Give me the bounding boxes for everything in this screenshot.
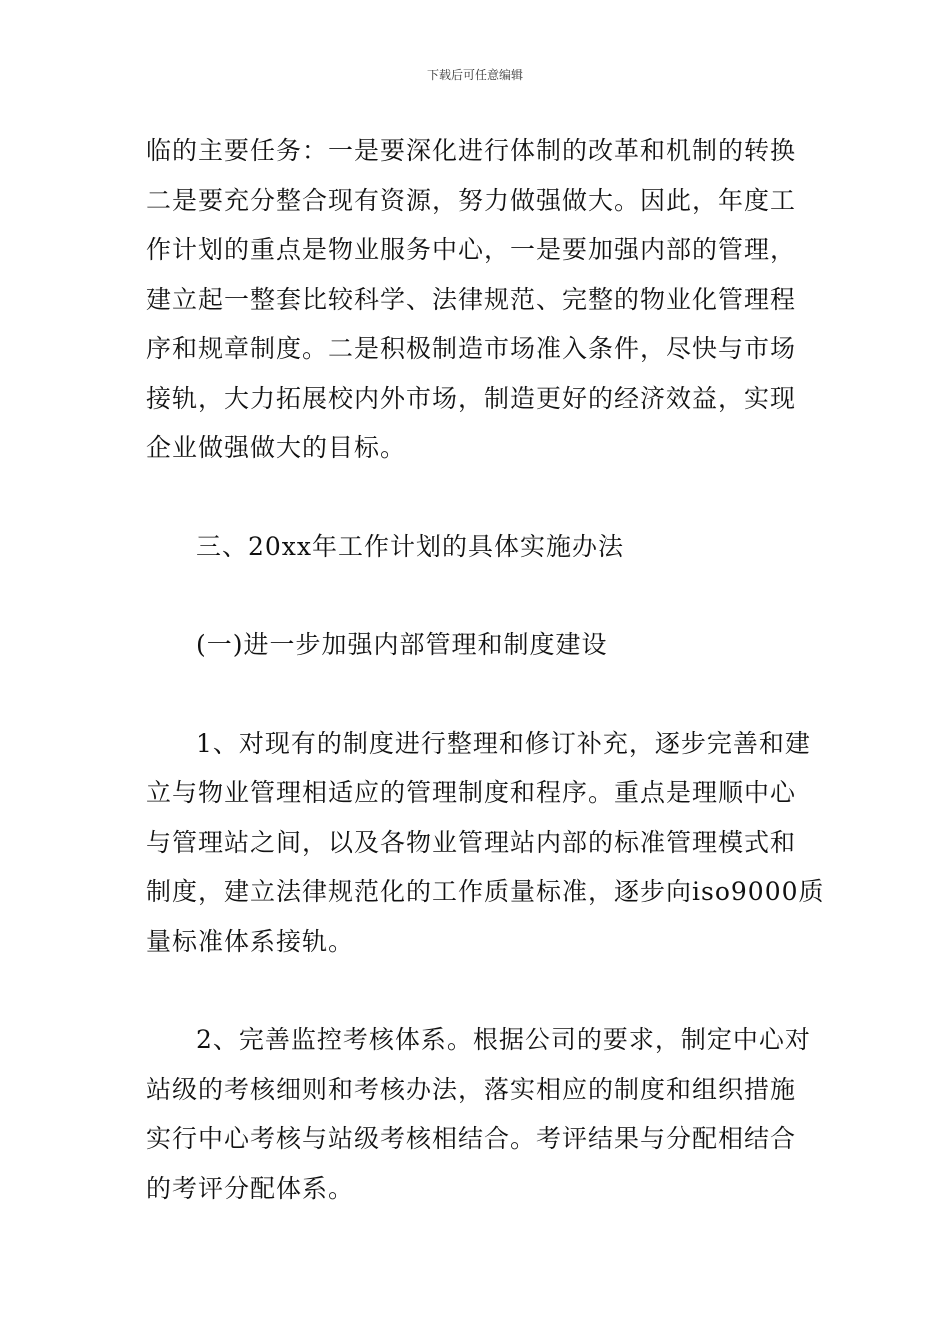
- text-line: 临的主要任务：一是要深化进行体制的改革和机制的转换: [146, 136, 797, 165]
- text-line: 企业做强做大的目标。: [146, 433, 407, 462]
- text-line: 建立起一整套比较科学、法律规范、完整的物业化管理程: [146, 284, 797, 314]
- text-line: 2、完善监控考核体系。根据公司的要求，制定中心对: [196, 1025, 811, 1054]
- text-line: 序和规章制度。二是积极制造市场准入条件，尽快与市场: [146, 334, 797, 363]
- section-heading: 三、20xx年工作计划的具体实施办法: [196, 531, 625, 561]
- paragraph-item-2: [146, 1015, 811, 1213]
- text-line: 实行中心考核与站级考核相结合。考评结果与分配相结合: [146, 1124, 797, 1153]
- text-line: 作计划的重点是物业服务中心，一是要加强内部的管理，: [146, 235, 797, 264]
- text-line: 制度，建立法律规范化的工作质量标准，逐步向iso9000质: [146, 877, 825, 906]
- text-line: 接轨，大力拓展校内外市场，制造更好的经济效益，实现: [146, 383, 797, 413]
- text-line: 与管理站之间，以及各物业管理站内部的标准管理模式和: [146, 827, 797, 857]
- text-line: 量标准体系接轨。: [146, 926, 355, 956]
- document-body: [146, 126, 825, 1213]
- text-line: 立与物业管理相适应的管理制度和程序。重点是理顺中心: [146, 778, 797, 807]
- sub-heading: (一)进一步加强内部管理和制度建设: [196, 630, 608, 659]
- paragraph-intro: [146, 126, 808, 473]
- text-line: 二是要充分整合现有资源，努力做强做大。因此，年度工: [146, 185, 797, 215]
- text-line: 的考评分配体系。: [146, 1173, 355, 1203]
- paragraph-item-1: [146, 719, 825, 967]
- text-line: 站级的考核细则和考核办法，落实相应的制度和组织措施: [146, 1074, 797, 1104]
- header-note: 下载后可任意编辑: [426, 68, 523, 82]
- text-line: 1、对现有的制度进行整理和修订补充，逐步完善和建: [196, 728, 811, 758]
